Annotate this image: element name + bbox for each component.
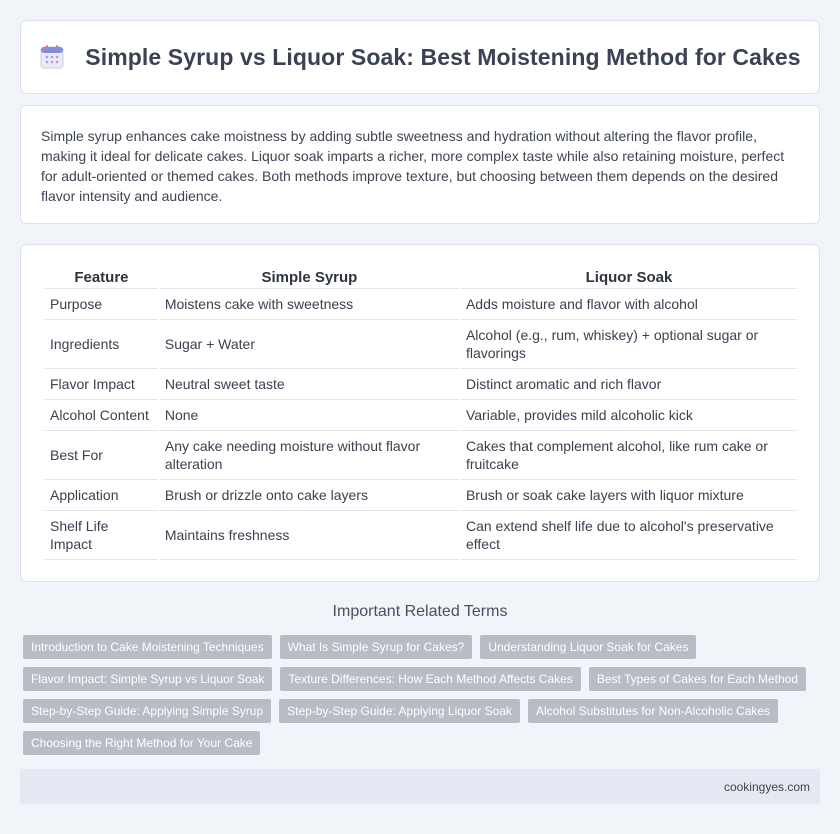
table-row xyxy=(45,320,797,369)
intro-paragraph: Simple syrup enhances cake moistness by adding subtle sweetness and hydration without altering the flavor profile, making it ideal for delicate cakes. Liquor soak imparts a richer, more complex taste while also retaining moisture, perfect for adult-oriented or themed cakes. Both methods improve texture, but choosing between them depends on the desired flavor intensity and audience. xyxy=(41,128,785,204)
related-term-tag[interactable]: Introduction to Cake Moistening Techniques xyxy=(23,635,272,659)
header-feature: Feature xyxy=(45,265,158,289)
liquor-soak-cell: Adds moisture and flavor with alcohol xyxy=(461,289,797,320)
related-term-tag[interactable]: Alcohol Substitutes for Non-Alcoholic Cakes xyxy=(528,699,778,723)
comparison-table-card xyxy=(20,244,820,582)
header-card xyxy=(20,20,820,94)
simple-syrup-cell: Any cake needing moisture without flavor alteration xyxy=(160,431,459,480)
related-term-tag[interactable]: What Is Simple Syrup for Cakes? xyxy=(280,635,473,659)
table-row xyxy=(45,480,797,511)
header-simple-syrup: Simple Syrup xyxy=(160,265,459,289)
liquor-soak-cell: Alcohol (e.g., rum, whiskey) + optional sugar or flavorings xyxy=(461,320,797,369)
feature-cell: Ingredients xyxy=(45,320,158,369)
comparison-table xyxy=(43,265,799,560)
related-term-tag[interactable]: Step-by-Step Guide: Applying Simple Syrup xyxy=(23,699,271,723)
feature-cell: Best For xyxy=(45,431,158,480)
feature-cell: Application xyxy=(45,480,158,511)
simple-syrup-cell: Moistens cake with sweetness xyxy=(160,289,459,320)
liquor-soak-cell: Can extend shelf life due to alcohol's preservative effect xyxy=(461,511,797,560)
related-term-tag[interactable]: Step-by-Step Guide: Applying Liquor Soak xyxy=(279,699,520,723)
table-row xyxy=(45,369,797,400)
intro-card xyxy=(20,105,820,224)
footer-site-link[interactable]: cookingyes.com xyxy=(723,779,810,794)
feature-cell: Alcohol Content xyxy=(45,400,158,431)
liquor-soak-cell: Brush or soak cake layers with liquor mixture xyxy=(461,480,797,511)
table-row xyxy=(45,511,797,560)
related-term-tag[interactable]: Choosing the Right Method for Your Cake xyxy=(23,731,260,755)
table-row xyxy=(45,400,797,431)
related-term-tag[interactable]: Understanding Liquor Soak for Cakes xyxy=(480,635,696,659)
feature-cell: Shelf Life Impact xyxy=(45,511,158,560)
related-term-tag[interactable]: Best Types of Cakes for Each Method xyxy=(589,667,806,691)
related-term-tag[interactable]: Flavor Impact: Simple Syrup vs Liquor Soak xyxy=(23,667,272,691)
related-terms-list xyxy=(23,635,813,755)
simple-syrup-cell: Maintains freshness xyxy=(160,511,459,560)
feature-cell: Purpose xyxy=(45,289,158,320)
footer xyxy=(20,769,820,804)
title-wrap xyxy=(39,44,800,71)
table-row xyxy=(45,431,797,480)
table-row xyxy=(45,289,797,320)
related-terms-title: Important Related Terms xyxy=(332,603,508,620)
liquor-soak-cell: Variable, provides mild alcoholic kick xyxy=(461,400,797,431)
simple-syrup-cell: Brush or drizzle onto cake layers xyxy=(160,480,459,511)
simple-syrup-cell: Sugar + Water xyxy=(160,320,459,369)
header-liquor-soak: Liquor Soak xyxy=(461,265,797,289)
simple-syrup-cell: Neutral sweet taste xyxy=(160,369,459,400)
liquor-soak-cell: Distinct aromatic and rich flavor xyxy=(461,369,797,400)
feature-cell: Flavor Impact xyxy=(45,369,158,400)
related-term-tag[interactable]: Texture Differences: How Each Method Affects Cakes xyxy=(280,667,580,691)
liquor-soak-cell: Cakes that complement alcohol, like rum cake or fruitcake xyxy=(461,431,797,480)
table-header-row xyxy=(45,265,797,289)
calendar-icon xyxy=(39,44,65,70)
simple-syrup-cell: None xyxy=(160,400,459,431)
page-title: Simple Syrup vs Liquor Soak: Best Moistening Method for Cakes xyxy=(85,43,801,70)
